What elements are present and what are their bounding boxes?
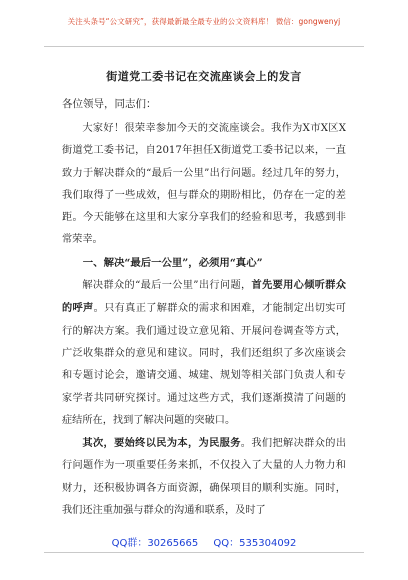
salutation: 各位领导，同志们： bbox=[62, 98, 157, 110]
paragraph-listen bbox=[62, 274, 346, 432]
paragraph-intro: 大家好！很荣幸参加今天的交流座谈会。我作为X市X区X街道党工委书记，自2017年担任X街道党工委书记以来，一直致力于解决群众的“最后一公里”出行问题。经过几年的努力，我们取得了一些成效，但与群众的期盼相比，仍存在一定的差距。今天能够在这里和大家分享我们的经验和思考，我感到非常荣幸。 bbox=[62, 123, 346, 246]
paragraph-listen-emphasis: 首先要用心倾听群众的呼声 bbox=[62, 279, 346, 315]
paragraph-serve bbox=[62, 432, 346, 522]
footer-divider bbox=[44, 552, 364, 553]
footer-qq-group: QQ群：30265665 bbox=[111, 538, 199, 549]
footer-contact bbox=[0, 534, 408, 549]
paragraph-listen-rest: 。只有真正了解群众的需求和困难，才能制定出切实可行的解决方案。我们通过设立意见箱、开展问卷调查等方式，广泛收集群众的意见和建议。同时，我们还组织了多次座谈会和专题讨论会，邀请交通、城建、规划等相关部门负责人和专家学者共同研究探讨。通过这些方式，我们逐渐摸清了问题的症结所在，找到了解决问题的突破口。 bbox=[62, 303, 346, 426]
document-body bbox=[62, 118, 346, 522]
header-divider bbox=[44, 46, 364, 47]
section-heading-1: 一、解决“最后一公里”，必须用“真心” bbox=[82, 256, 263, 269]
header-banner: 关注头条号“公文研究”，获得最新最全最专业的公文资料库！ 微信：gongwenyj bbox=[67, 17, 341, 26]
paragraph-serve-emphasis: 其次，要始终以民为本，为民服务 bbox=[82, 437, 241, 450]
document-title: 街道党工委书记在交流座谈会上的发言 bbox=[106, 70, 302, 83]
paragraph-serve-rest: 。我们把解决群众的出行问题作为一项重要任务来抓，不仅投入了大量的人力物力和财力，还积极协调各方面资源，确保项目的顺利实施。同时，我们还注重加强与群众的沟通和联系，及时了 bbox=[62, 438, 347, 517]
paragraph-listen-start: 解决群众的“最后一公里”出行问题， bbox=[82, 280, 252, 292]
footer-qq: QQ：535304092 bbox=[213, 538, 297, 549]
